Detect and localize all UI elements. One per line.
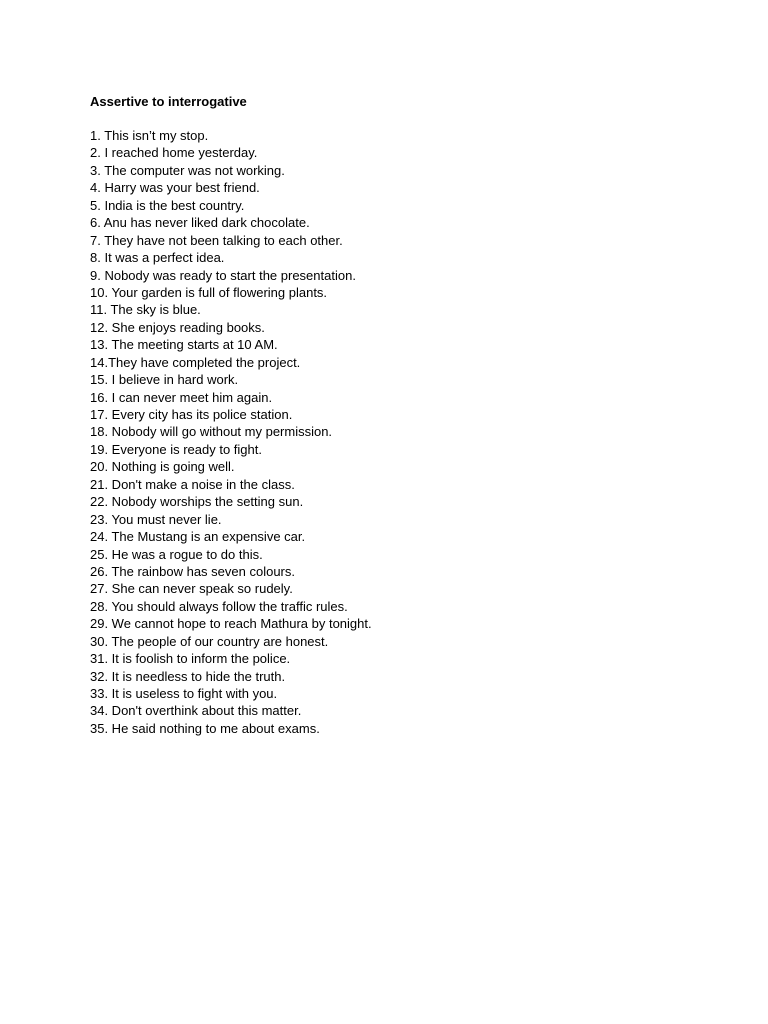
list-item: 35. He said nothing to me about exams. — [90, 720, 320, 736]
list-item: 31. It is foolish to inform the police. — [90, 651, 291, 667]
list-item: 2. I reached home yesterday. — [90, 145, 258, 161]
list-item: 12. She enjoys reading books. — [90, 319, 265, 335]
list-item: 21. Don't make a noise in the class. — [90, 476, 295, 492]
list-item: 33. It is useless to fight with you. — [90, 686, 278, 701]
list-item: 28. You should always follow the traffic rules. — [90, 598, 348, 614]
list-item: 15. I believe in hard work. — [90, 372, 239, 388]
document-title: Assertive to interrogative — [90, 94, 247, 109]
list-item: 19. Everyone is ready to fight. — [90, 441, 262, 457]
list-item: 25. He was a rogue to do this. — [90, 546, 263, 562]
list-item: 32. It is needless to hide the truth. — [90, 668, 286, 684]
list-item: 9. Nobody was ready to start the presentation. — [90, 267, 356, 283]
list-item: 5. India is the best country. — [90, 197, 245, 213]
list-item: 10. Your garden is full of flowering plants. — [90, 284, 328, 300]
list-item: 23. You must never lie. — [90, 511, 222, 527]
list-item: 20. Nothing is going well. — [90, 459, 235, 475]
list-item: 16. I can never meet him again. — [90, 389, 273, 405]
list-item: 4. Harry was your best friend. — [90, 180, 260, 196]
list-item: 24. The Mustang is an expensive car. — [90, 529, 306, 545]
list-item: 18. Nobody will go without my permission. — [90, 424, 333, 440]
list-item: 7. They have not been talking to each other. — [90, 232, 343, 248]
list-item: 17. Every city has its police station. — [90, 407, 293, 422]
list-item: 8. It was a perfect idea. — [90, 250, 225, 266]
list-item: 30. The people of our country are honest. — [90, 633, 329, 649]
list-item: 13. The meeting starts at 10 AM. — [90, 337, 278, 353]
list-item: 1. This isn’t my stop. — [90, 128, 209, 143]
list-item: 34. Don't overthink about this matter. — [90, 703, 302, 719]
list-item: 6. Anu has never liked dark chocolate. — [90, 215, 310, 231]
list-item: 27. She can never speak so rudely. — [90, 581, 293, 597]
list-item: 29. We cannot hope to reach Mathura by tonight. — [90, 616, 372, 632]
list-item: 22. Nobody worships the setting sun. — [90, 494, 304, 510]
list-item: 26. The rainbow has seven colours. — [90, 563, 295, 579]
list-item: 11. The sky is blue. — [90, 302, 201, 318]
list-item: 3. The computer was not working. — [90, 162, 285, 178]
list-item: 14.They have completed the project. — [90, 354, 301, 370]
sentence-list — [90, 127, 372, 737]
